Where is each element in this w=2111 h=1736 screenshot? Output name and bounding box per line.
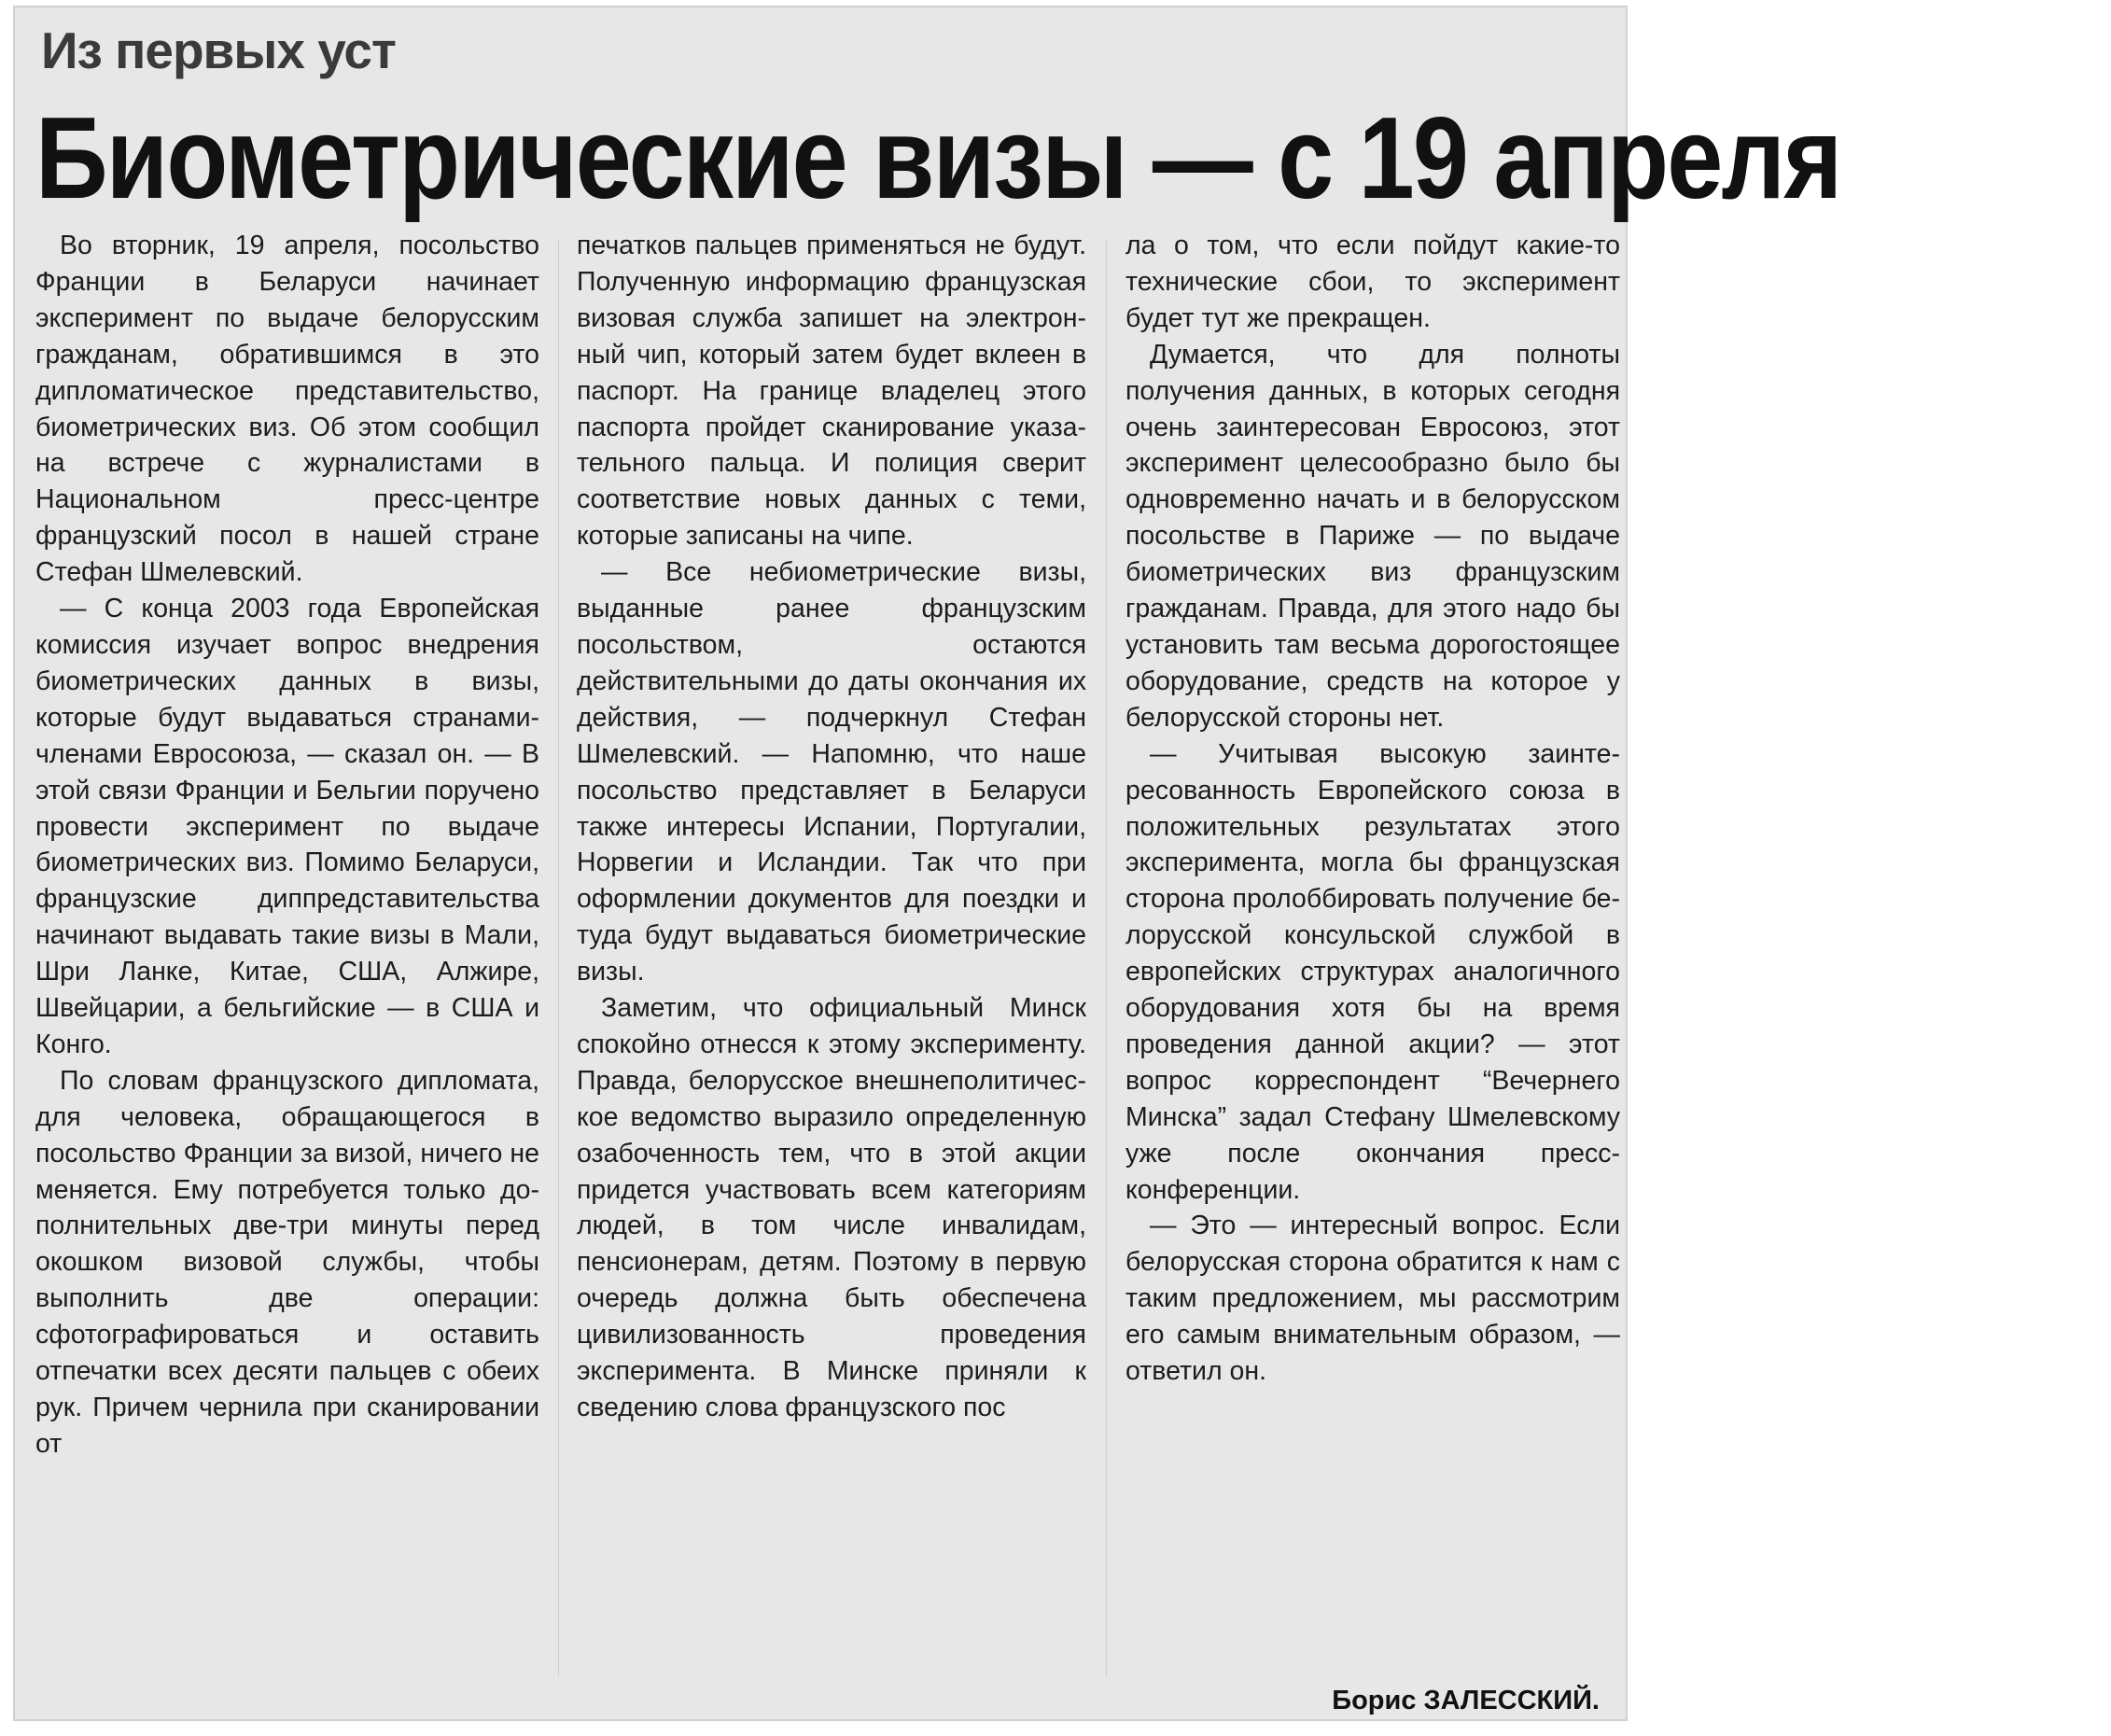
paragraph: Заметим, что официальный Минск спокойно отнесся к этому эксперименту. Правда, белорусское внешнеполитическое ведомство выразило определенную озабоченность тем, что в этой акции придется участвовать всем категориям людей, в том числе инвалидам, пенсионерам, детям. Поэтому в первую очередь должна быть обеспечена цивилизованность проведения эксперимента. В Минске приняли к сведению слова французского пос <box>577 993 1086 1422</box>
headline-text: Биометрические визы — с 19 апреля <box>35 94 1841 223</box>
article-column-1 <box>35 228 539 1679</box>
paragraph: Думается, что для полноты получения данных, в которых сегодня очень заинтересован Евросоюз, этот эксперимент целесообразно было бы одновременно начать и в белорусском посольстве в Париже — по выдаче биометрических виз французским гражданам. Правда, для этого надо бы установить там весьма дорогостоящее оборудование, средств на которое у белорусской стороны нет. <box>1125 339 1620 733</box>
article-column-3 <box>1125 228 1620 1679</box>
rubric: Из первых уст <box>41 21 396 79</box>
article-column-2 <box>577 228 1086 1679</box>
paragraph: — С конца 2003 года Европейская комиссия изучает вопрос внедрения биометрических данных в визы, которые будут выдаваться странами-членами Евросоюза, — сказал он. — В этой связи Франции и Бельгии поручено провести эксперимент по выдаче биометрических виз. Помимо Беларуси, французские диппредставительства начинают выдавать такие визы в Мали, Шри Ланке, Китае, США, Алжире, Швейцарии, а бельгийские — в США и Конго. <box>35 594 539 1059</box>
paragraph: Во вторник, 19 апреля, посольство Франции в Беларуси начинает эксперимент по выдаче белорусским гражданам, обратившимся в это дипломатическое представительство, биометрических виз. Об этом сообщил на встрече с журналистами в Национальном пресс-центре французский посол в нашей стране Стефан Шмелевский. <box>35 231 539 588</box>
column-divider <box>1106 239 1107 1676</box>
column-divider <box>558 239 559 1676</box>
paragraph: — Учитывая высокую заинтересованность Европейского союза в положительных результатах этого эксперимента, могла бы французская сторона пролоббировать получение белорусской консульской службой в европейских структурах аналогичного оборудования хотя бы на время проведения данной акции? — этот вопрос корреспондент “Вечернего Минска” задал Стефану Шмелевскому уже после окончания пресс-конференции. <box>1125 738 1620 1205</box>
paragraph: ла о том, что если пойдут какие-то технические сбои, то эксперимент будет тут же прекращен. <box>1125 231 1620 333</box>
paragraph: печатков пальцев применяться не будут. Полученную информацию французская визовая служба запишет на электронный чип, который затем будет вклеен в паспорт. На границе владелец этого паспорта пройдет сканирование указательного пальца. И полиция сверит соответствие новых данных с теми, которые записаны на чипе. <box>577 231 1086 552</box>
paragraph: — Все небиометрические визы, выданные ранее французским посольством, остаются действительными до даты окончания их действия, — подчеркнул Стефан Шмелевский. — Напомню, что наше посольство представляет в Беларуси также интересы Испании, Португалии, Норвегии и Исландии. Так что при оформлении документов для поездки и туда будут выдаваться биометрические визы. <box>577 557 1086 987</box>
headline <box>35 93 1841 224</box>
author-byline: Борис ЗАЛЕССКИЙ. <box>1332 1686 1600 1715</box>
paragraph: По словам французского дипломата, для человека, обращающегося в посольство Франции за визой, ничего не меняется. Ему потребуется только дополнительных две-три минуты перед окошком визовой службы, чтобы выполнить две операции: сфотографироваться и оставить отпечатки всех десяти пальцев с обеих рук. Причем чернила при сканировании от <box>35 1065 539 1459</box>
newspaper-clipping <box>13 6 1841 1721</box>
paragraph: — Это — интересный вопрос. Если белорусская сторона обратится к нам с таким предложением, мы рассмотрим его самым внимательным образом, — ответил он. <box>1125 1211 1620 1387</box>
